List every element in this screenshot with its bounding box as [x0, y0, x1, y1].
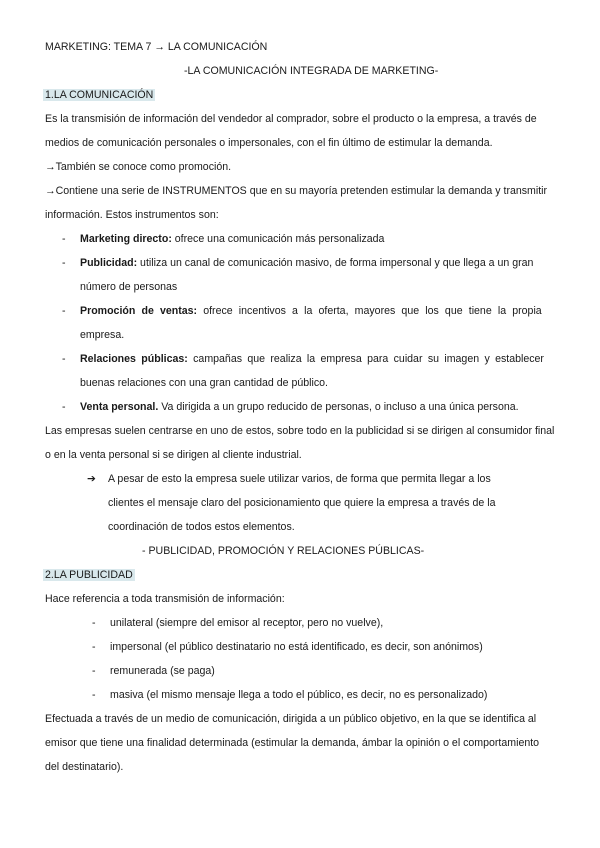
- paragraph-3-line-3: del destinatario).: [45, 761, 124, 773]
- definition-continuation: buenas relaciones con una gran cantidad de público.: [80, 377, 328, 389]
- paragraph-2-line-1: Las empresas suelen centrarse en uno de estos, sobre todo en la publicidad si se dirigen al consumidor final: [45, 425, 555, 437]
- definition-continuation: número de personas: [80, 281, 178, 293]
- section-2-heading-text: 2.LA PUBLICIDAD: [45, 569, 133, 581]
- trait-unilateral: unilateral (siempre del emisor al receptor, pero no vuelve),: [110, 617, 384, 629]
- arrow-note-line-3: coordinación de todos estos elementos.: [108, 521, 295, 533]
- term-venta-personal: Venta personal: [80, 401, 156, 413]
- term-separator: .: [155, 401, 159, 413]
- section-2-intro: Hace referencia a toda transmisión de información:: [45, 593, 285, 605]
- bullet-marker: -: [62, 233, 66, 245]
- note-promocion: →También se conoce como promoción.: [45, 161, 232, 173]
- paragraph-2-line-2: o en la venta personal si se dirigen al cliente industrial.: [45, 449, 302, 461]
- bullet-marker: -: [92, 641, 96, 653]
- document-subtitle: -LA COMUNICACIÓN INTEGRADA DE MARKETING-: [184, 65, 439, 77]
- section-1-heading-text: 1.LA COMUNICACIÓN: [45, 89, 154, 101]
- term-separator: :: [184, 353, 188, 365]
- definition-text: ofrece incentivos a la oferta, mayores que los que tiene la propia: [197, 305, 542, 317]
- paragraph-3-line-2: emisor que tiene una finalidad determinada (estimular la demanda, ámbar la opinión o el comportamiento: [45, 737, 540, 749]
- definition-text: ofrece una comunicación más personalizada: [171, 233, 385, 245]
- definition-text: campañas que realiza la empresa para cuidar su imagen y establecer: [187, 353, 544, 365]
- paragraph-1-line-2: medios de comunicación personales o impersonales, con el fin último de estimular la demanda.: [45, 137, 493, 149]
- bullet-marker: -: [62, 353, 66, 365]
- bullet-marker: -: [62, 401, 66, 413]
- term-relaciones-publicas: Relaciones públicas: [80, 353, 185, 365]
- paragraph-1-line-1: Es la transmisión de información del vendedor al comprador, sobre el producto o la empresa, a través de: [45, 113, 537, 125]
- term-publicidad: Publicidad: [80, 257, 134, 269]
- bullet-marker: -: [92, 689, 96, 701]
- trait-remunerada: remunerada (se paga): [110, 665, 215, 677]
- term-promocion-de-ventas: Promoción de ventas: [80, 305, 194, 317]
- term-separator: :: [133, 257, 138, 269]
- note-instrumentos-line-1: →Contiene una serie de INSTRUMENTOS que en su mayoría pretenden estimular la demanda y transmitir: [45, 185, 548, 197]
- definition-text: utiliza un canal de comunicación masivo, de forma impersonal y que llega a un gran: [137, 257, 534, 269]
- section-2-heading: [45, 568, 135, 582]
- section-1-heading: [45, 88, 155, 102]
- term-marketing-directo: Marketing directo: [80, 233, 169, 245]
- trait-impersonal: impersonal (el público destinatario no está identificado, es decir, son anónimos): [110, 641, 483, 653]
- paragraph-3-line-1: Efectuada a través de un medio de comunicación, dirigida a un público objetivo, en la que se identifica al: [45, 713, 537, 725]
- trait-masiva: masiva (el mismo mensaje llega a todo el público, es decir, no es personalizado): [110, 689, 488, 701]
- arrow-right-icon: ➔: [87, 473, 96, 485]
- definition-continuation: empresa.: [80, 329, 125, 341]
- bullet-marker: -: [62, 305, 66, 317]
- bullet-marker: -: [92, 617, 96, 629]
- note-instrumentos-line-2: información. Estos instrumentos son:: [45, 209, 219, 221]
- term-separator: :: [193, 305, 198, 317]
- document-title: MARKETING: TEMA 7 → LA COMUNICACIÓN: [45, 41, 268, 53]
- bullet-marker: -: [62, 257, 66, 269]
- center-section-title: - PUBLICIDAD, PROMOCIÓN Y RELACIONES PÚBLICAS-: [142, 545, 425, 557]
- arrow-note-line-2: clientes el mensaje claro del posicionamiento que quiere la empresa a través de la: [108, 497, 496, 509]
- term-separator: :: [168, 233, 172, 245]
- arrow-note-line-1: A pesar de esto la empresa suele utilizar varios, de forma que permita llegar a los: [108, 473, 491, 485]
- definition-text: Va dirigida a un grupo reducido de personas, o incluso a una única persona.: [158, 401, 519, 413]
- bullet-marker: -: [92, 665, 96, 677]
